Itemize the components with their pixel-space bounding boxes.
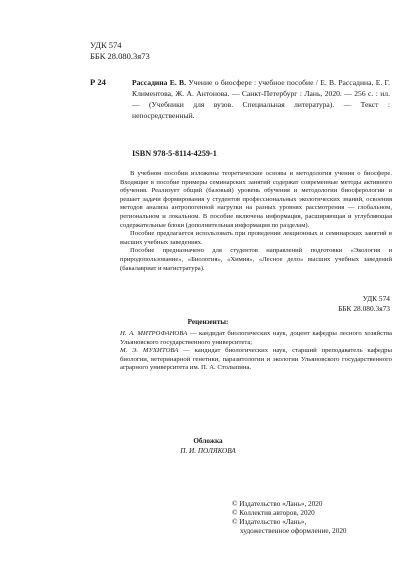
cover-designer: П. И. ПОЛЯКОВА (180, 447, 236, 455)
udk-code: УДК 574 (90, 40, 122, 50)
udc-block (90, 40, 150, 62)
bibliographic-record (132, 77, 390, 121)
annotation (120, 170, 392, 273)
reviewers-list (120, 330, 392, 373)
reviewer-name: М. Э. МУХИТОВА (120, 347, 179, 355)
cover-credit (0, 436, 416, 456)
annotation-paragraph: В учебном пособии изложены теоретические основы и методология учения о биосфере. Входящие в пособие примеры семинарских занятий содержат современные методы активного обучения. Реализует общий (базовый) уровень обучения и методологии биосферологии и решает задачи формирования у студентов профессиональных экологических знаний, освоения методов анализа антропогенной нагрузки на разных уровнях рассмотрения — глобальном, региональном и локальном. В пособие включена информация, расширяющая и углубляющая содержательные блоки (дополнительная информация по разделам). (120, 170, 392, 229)
reviewer-entry (120, 347, 392, 373)
udc-block-repeat (338, 294, 390, 314)
reviewers-heading: Рецензенты: (187, 318, 229, 326)
copyright-line: © Коллектив авторов, 2020 (232, 508, 315, 517)
annotation-paragraph: Пособие предназначено для студентов направлений подготовки «Экология и природопользование», «Биология», «Химия», «Лесное дело» высших учебных заведений (бакалавриат и магистратура). (120, 247, 392, 272)
copyright-line: © Издательство «Лань», 2020 (232, 500, 323, 508)
biblio-author: Рассадина Е. В. (132, 78, 187, 87)
bbk-code-repeat: ББК 28.080.3я73 (338, 304, 390, 313)
copyright-line: художественное оформление, 2020 (240, 526, 347, 535)
reviewer-entry (120, 330, 392, 347)
bbk-code: ББК 28.080.3я73 (90, 51, 150, 61)
reviewer-description: — кандидат биологических наук, старший преподаватель кафедры биологии, ветеринарной генетики, паразитологии и экологии Ульяновского государственного аграрного университета им. П. А. Столыпина. (120, 347, 392, 372)
udk-code-repeat: УДК 574 (362, 294, 390, 303)
biblio-text: Учение о биосфере : учебное пособие / Е. В. Рассадина, Е. Г. Климентова, Ж. А. Антонова. — Санкт-Петербург : Лань, 2020. — 256 с. : ил. — (Учебники для вузов. Специальная литература). — Текст : непосредственный. (132, 78, 390, 120)
catalog-code: Р 24 (90, 77, 106, 87)
isbn: ISBN 978-5-8114-4259-1 (132, 149, 217, 158)
cover-heading: Обложка (193, 437, 223, 445)
reviewer-name: Н. А. МИТРОФАНОВА (120, 330, 188, 337)
copyright-line: © Издательство «Лань», (232, 517, 307, 526)
copyright-block (232, 500, 347, 536)
annotation-paragraph: Пособие предлагается использовать при проведении лекционных и семинарских занятий в высших учебных заведениях. (120, 230, 392, 246)
reviewer-description: — кандидат биологических наук, доцент кафедры лесного хозяйства Ульяновского государственного университета; (120, 330, 392, 346)
